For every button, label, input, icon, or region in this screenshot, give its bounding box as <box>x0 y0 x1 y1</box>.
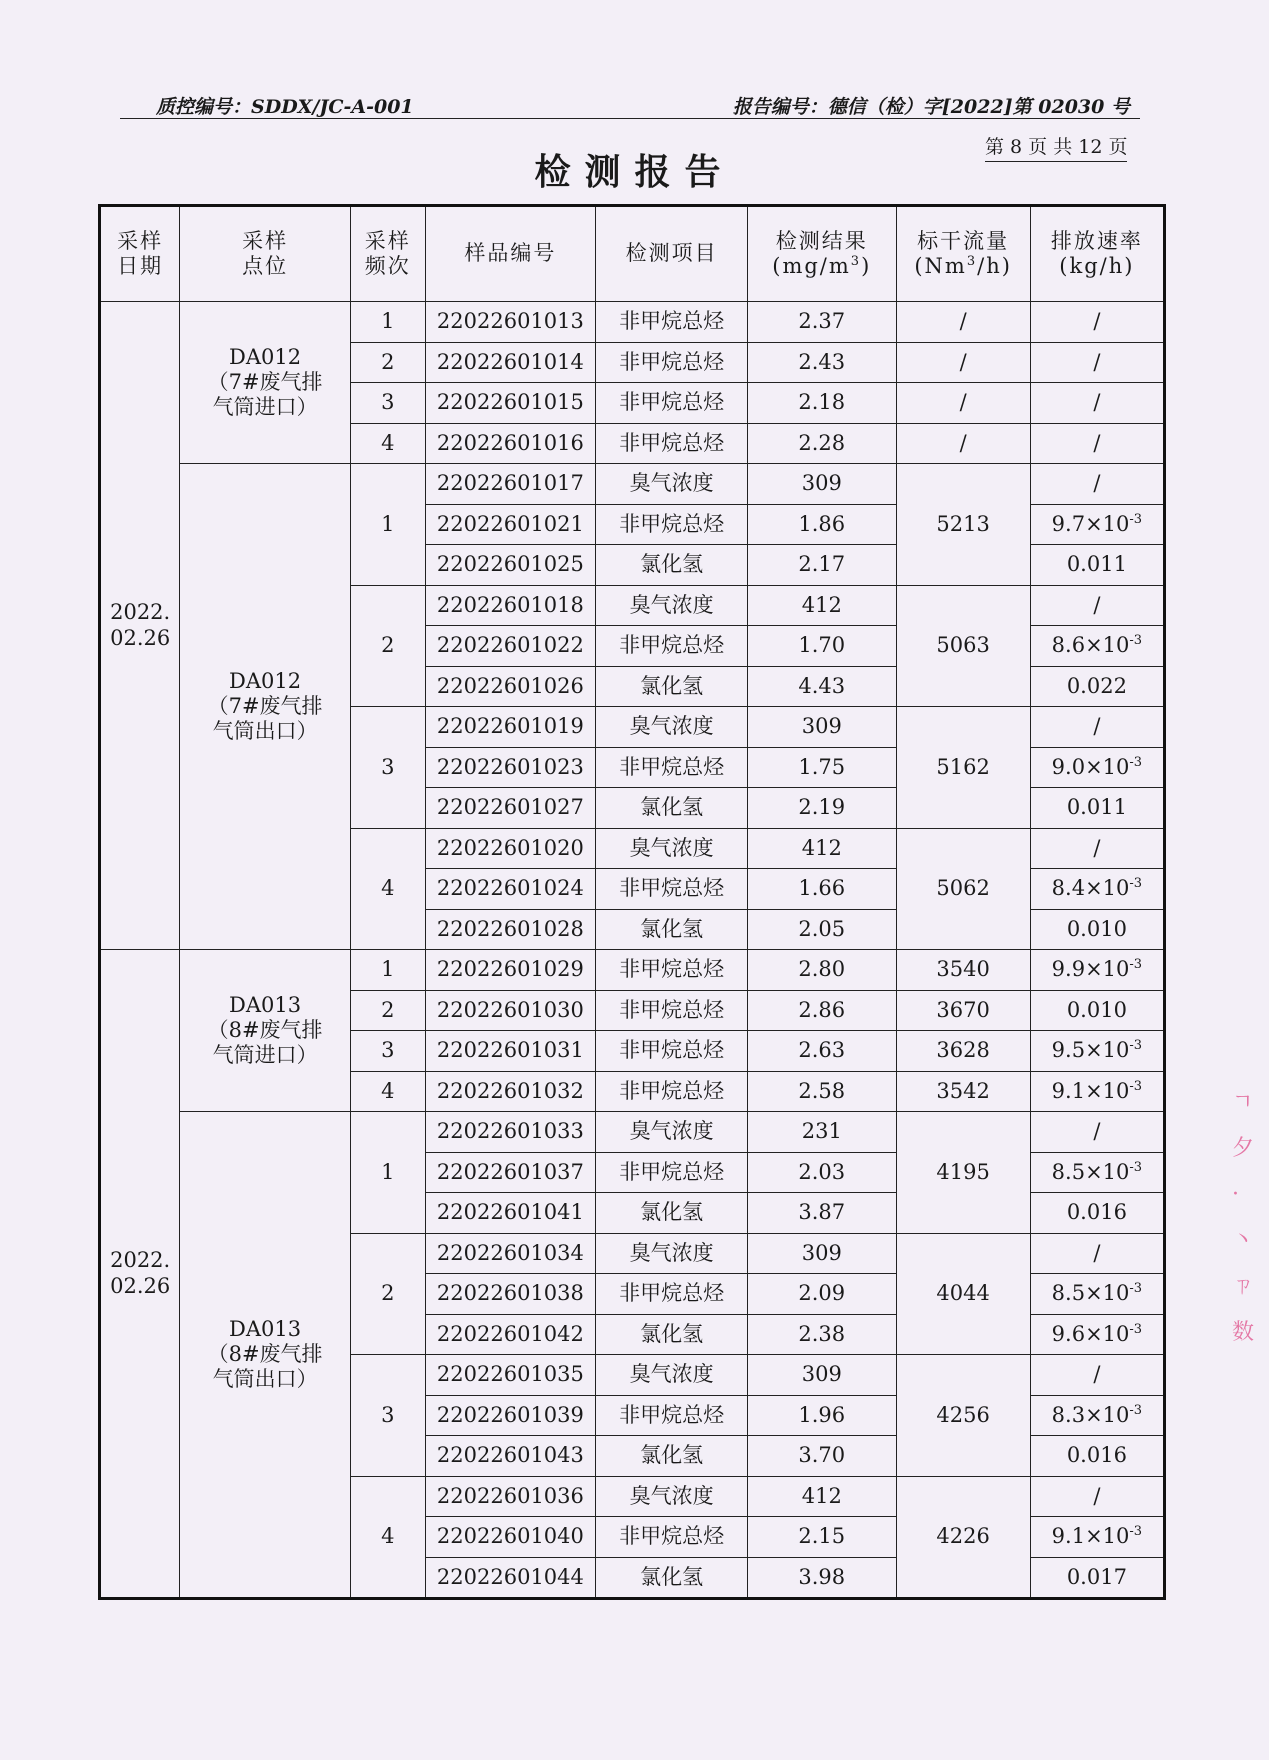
sample-id: 22022601029 <box>425 950 596 991</box>
sampling-location: DA013 （8#废气排 气筒出口） <box>180 1112 351 1599</box>
sample-id: 22022601037 <box>425 1152 596 1193</box>
sampling-frequency: 3 <box>350 1031 425 1072</box>
col-result: 检测结果 $(mg/m^3)$ <box>748 206 897 302</box>
standard-flow: 3670 <box>896 990 1030 1031</box>
test-item: 氯化氢 <box>596 909 748 950</box>
standard-flow: / <box>896 383 1030 424</box>
sample-id: 22022601015 <box>425 383 596 424</box>
sample-id: 22022601023 <box>425 747 596 788</box>
table-row <box>100 1112 1165 1153</box>
standard-flow: 4256 <box>896 1355 1030 1477</box>
sampling-frequency: 2 <box>350 990 425 1031</box>
test-item: 非甲烷总烃 <box>596 1395 748 1436</box>
test-item: 非甲烷总烃 <box>596 1071 748 1112</box>
sample-id: 22022601038 <box>425 1274 596 1315</box>
sample-id: 22022601020 <box>425 828 596 869</box>
sample-id: 22022601014 <box>425 342 596 383</box>
sample-id: 22022601016 <box>425 423 596 464</box>
sample-id: 22022601041 <box>425 1193 596 1234</box>
emission-rate: / <box>1030 585 1164 626</box>
test-item: 非甲烷总烃 <box>596 423 748 464</box>
sample-id: 22022601024 <box>425 869 596 910</box>
test-item: 非甲烷总烃 <box>596 950 748 991</box>
emission-rate: / <box>1030 1233 1164 1274</box>
test-result: 2.17 <box>748 545 897 586</box>
emission-rate: $9.0\times 10^{-3}$ <box>1030 747 1164 788</box>
test-result: 2.58 <box>748 1071 897 1112</box>
standard-flow: 3542 <box>896 1071 1030 1112</box>
sample-id: 22022601043 <box>425 1436 596 1477</box>
standard-flow: 4044 <box>896 1233 1030 1355</box>
standard-flow: 4226 <box>896 1476 1030 1599</box>
test-result: 2.18 <box>748 383 897 424</box>
qc-code: 质控编号：SDDX/JC-A-001 <box>156 96 414 118</box>
emission-rate: $9.7\times 10^{-3}$ <box>1030 504 1164 545</box>
standard-flow: 3628 <box>896 1031 1030 1072</box>
standard-flow: 5213 <box>896 464 1030 586</box>
test-item: 氯化氢 <box>596 788 748 829</box>
sampling-frequency: 2 <box>350 1233 425 1355</box>
test-result: 309 <box>748 707 897 748</box>
emission-rate: $8.4\times 10^{-3}$ <box>1030 869 1164 910</box>
test-item: 氯化氢 <box>596 1193 748 1234</box>
test-item: 臭气浓度 <box>596 1112 748 1153</box>
sampling-location: DA013 （8#废气排 气筒进口） <box>180 950 351 1112</box>
emission-rate: 0.010 <box>1030 990 1164 1031</box>
test-result: 2.43 <box>748 342 897 383</box>
emission-rate: $9.1\times 10^{-3}$ <box>1030 1517 1164 1558</box>
test-item: 非甲烷总烃 <box>596 990 748 1031</box>
col-location: 采样 点位 <box>180 206 351 302</box>
sampling-location: DA012 （7#废气排 气筒出口） <box>180 464 351 950</box>
standard-flow: 5062 <box>896 828 1030 950</box>
table-body <box>100 302 1165 1599</box>
table-row <box>100 464 1165 505</box>
emission-rate: / <box>1030 423 1164 464</box>
table-row <box>100 950 1165 991</box>
sample-id: 22022601036 <box>425 1476 596 1517</box>
sample-id: 22022601021 <box>425 504 596 545</box>
test-item: 臭气浓度 <box>596 1476 748 1517</box>
emission-rate: / <box>1030 828 1164 869</box>
sampling-date: 2022. 02.26 <box>100 302 180 950</box>
test-item: 臭气浓度 <box>596 707 748 748</box>
report-number: 报告编号：德信（检）字[2022]第 02030 号 <box>732 96 1130 118</box>
test-result: 2.37 <box>748 302 897 343</box>
test-result: 2.19 <box>748 788 897 829</box>
sample-id: 22022601039 <box>425 1395 596 1436</box>
test-result: 412 <box>748 828 897 869</box>
sample-id: 22022601040 <box>425 1517 596 1558</box>
sample-id: 22022601033 <box>425 1112 596 1153</box>
emission-rate: 0.016 <box>1030 1193 1164 1234</box>
emission-rate: $9.6\times 10^{-3}$ <box>1030 1314 1164 1355</box>
sample-id: 22022601026 <box>425 666 596 707</box>
standard-flow: 5063 <box>896 585 1030 707</box>
sampling-frequency: 1 <box>350 1112 425 1234</box>
emission-rate: $8.5\times 10^{-3}$ <box>1030 1274 1164 1315</box>
test-item: 非甲烷总烃 <box>596 302 748 343</box>
test-result: 309 <box>748 1233 897 1274</box>
emission-rate: / <box>1030 1355 1164 1396</box>
test-result: 412 <box>748 1476 897 1517</box>
test-item: 臭气浓度 <box>596 464 748 505</box>
test-item: 氯化氢 <box>596 545 748 586</box>
test-item: 臭气浓度 <box>596 828 748 869</box>
sampling-frequency: 2 <box>350 585 425 707</box>
test-result: 2.15 <box>748 1517 897 1558</box>
sampling-frequency: 1 <box>350 302 425 343</box>
sample-id: 22022601019 <box>425 707 596 748</box>
sampling-date: 2022. 02.26 <box>100 950 180 1599</box>
sampling-frequency: 1 <box>350 950 425 991</box>
test-item: 非甲烷总烃 <box>596 504 748 545</box>
test-result: 309 <box>748 1355 897 1396</box>
sampling-frequency: 1 <box>350 464 425 586</box>
test-item: 臭气浓度 <box>596 1355 748 1396</box>
test-item: 非甲烷总烃 <box>596 869 748 910</box>
col-sample-id: 样品编号 <box>425 206 596 302</box>
standard-flow: 3540 <box>896 950 1030 991</box>
col-date: 采样 日期 <box>100 206 180 302</box>
standard-flow: / <box>896 302 1030 343</box>
emission-rate: / <box>1030 342 1164 383</box>
results-table <box>98 204 1166 1600</box>
report-header <box>120 88 1140 119</box>
sample-id: 22022601031 <box>425 1031 596 1072</box>
test-item: 臭气浓度 <box>596 1233 748 1274</box>
page-title: 检测报告 <box>534 151 735 193</box>
sample-id: 22022601044 <box>425 1557 596 1599</box>
table-row <box>100 302 1165 343</box>
test-result: 2.38 <box>748 1314 897 1355</box>
test-result: 2.63 <box>748 1031 897 1072</box>
emission-rate: / <box>1030 464 1164 505</box>
emission-rate: / <box>1030 383 1164 424</box>
col-rate: 排放速率 (kg/h) <box>1030 206 1164 302</box>
table-header <box>100 206 1165 302</box>
emission-rate: $8.5\times 10^{-3}$ <box>1030 1152 1164 1193</box>
sample-id: 22022601017 <box>425 464 596 505</box>
col-item: 检测项目 <box>596 206 748 302</box>
test-result: 309 <box>748 464 897 505</box>
test-item: 非甲烷总烃 <box>596 1152 748 1193</box>
sample-id: 22022601034 <box>425 1233 596 1274</box>
emission-rate: $9.9\times 10^{-3}$ <box>1030 950 1164 991</box>
test-item: 氯化氢 <box>596 1314 748 1355</box>
sample-id: 22022601025 <box>425 545 596 586</box>
emission-rate: / <box>1030 1112 1164 1153</box>
emission-rate: $9.5\times 10^{-3}$ <box>1030 1031 1164 1072</box>
emission-rate: $8.3\times 10^{-3}$ <box>1030 1395 1164 1436</box>
test-result: 3.87 <box>748 1193 897 1234</box>
test-item: 氯化氢 <box>596 1557 748 1599</box>
test-result: 3.70 <box>748 1436 897 1477</box>
test-result: 412 <box>748 585 897 626</box>
sample-id: 22022601032 <box>425 1071 596 1112</box>
sample-id: 22022601013 <box>425 302 596 343</box>
test-result: 2.28 <box>748 423 897 464</box>
test-result: 2.03 <box>748 1152 897 1193</box>
test-result: 2.80 <box>748 950 897 991</box>
emission-rate: $8.6\times 10^{-3}$ <box>1030 626 1164 667</box>
test-result: 1.86 <box>748 504 897 545</box>
sampling-frequency: 4 <box>350 423 425 464</box>
sampling-frequency: 4 <box>350 828 425 950</box>
sample-id: 22022601022 <box>425 626 596 667</box>
test-item: 非甲烷总烃 <box>596 342 748 383</box>
test-item: 非甲烷总烃 <box>596 1031 748 1072</box>
emission-rate: $9.1\times 10^{-3}$ <box>1030 1071 1164 1112</box>
test-item: 氯化氢 <box>596 666 748 707</box>
sample-id: 22022601042 <box>425 1314 596 1355</box>
emission-rate: / <box>1030 1476 1164 1517</box>
test-item: 非甲烷总烃 <box>596 747 748 788</box>
test-result: 1.66 <box>748 869 897 910</box>
standard-flow: / <box>896 423 1030 464</box>
seal-stamp-fragment: ㄱ 夕 · 丶 ㄗ 数 <box>1232 1090 1255 1345</box>
sample-id: 22022601035 <box>425 1355 596 1396</box>
sampling-frequency: 3 <box>350 383 425 424</box>
sampling-frequency: 4 <box>350 1071 425 1112</box>
sampling-frequency: 3 <box>350 1355 425 1477</box>
col-flow: 标干流量 (Nm$^3$/h) <box>896 206 1030 302</box>
standard-flow: 5162 <box>896 707 1030 829</box>
emission-rate: 0.017 <box>1030 1557 1164 1599</box>
emission-rate: 0.016 <box>1030 1436 1164 1477</box>
test-item: 氯化氢 <box>596 1436 748 1477</box>
test-result: 1.70 <box>748 626 897 667</box>
test-item: 臭气浓度 <box>596 585 748 626</box>
standard-flow: / <box>896 342 1030 383</box>
emission-rate: 0.010 <box>1030 909 1164 950</box>
standard-flow: 4195 <box>896 1112 1030 1234</box>
test-item: 非甲烷总烃 <box>596 383 748 424</box>
test-result: 3.98 <box>748 1557 897 1599</box>
test-result: 2.86 <box>748 990 897 1031</box>
sampling-frequency: 2 <box>350 342 425 383</box>
emission-rate: 0.022 <box>1030 666 1164 707</box>
col-frequency: 采样 频次 <box>350 206 425 302</box>
test-result: 2.05 <box>748 909 897 950</box>
sampling-frequency: 4 <box>350 1476 425 1599</box>
sample-id: 22022601018 <box>425 585 596 626</box>
test-result: 2.09 <box>748 1274 897 1315</box>
emission-rate: 0.011 <box>1030 788 1164 829</box>
test-result: 231 <box>748 1112 897 1153</box>
test-result: 1.75 <box>748 747 897 788</box>
emission-rate: 0.011 <box>1030 545 1164 586</box>
emission-rate: / <box>1030 707 1164 748</box>
test-item: 非甲烷总烃 <box>596 626 748 667</box>
test-item: 非甲烷总烃 <box>596 1517 748 1558</box>
emission-rate: / <box>1030 302 1164 343</box>
test-result: 4.43 <box>748 666 897 707</box>
sample-id: 22022601030 <box>425 990 596 1031</box>
test-item: 非甲烷总烃 <box>596 1274 748 1315</box>
sampling-frequency: 3 <box>350 707 425 829</box>
page-number: 第 8 页 共 12 页 <box>985 132 1127 162</box>
sampling-location: DA012 （7#废气排 气筒进口） <box>180 302 351 464</box>
sample-id: 22022601028 <box>425 909 596 950</box>
test-result: 1.96 <box>748 1395 897 1436</box>
sample-id: 22022601027 <box>425 788 596 829</box>
